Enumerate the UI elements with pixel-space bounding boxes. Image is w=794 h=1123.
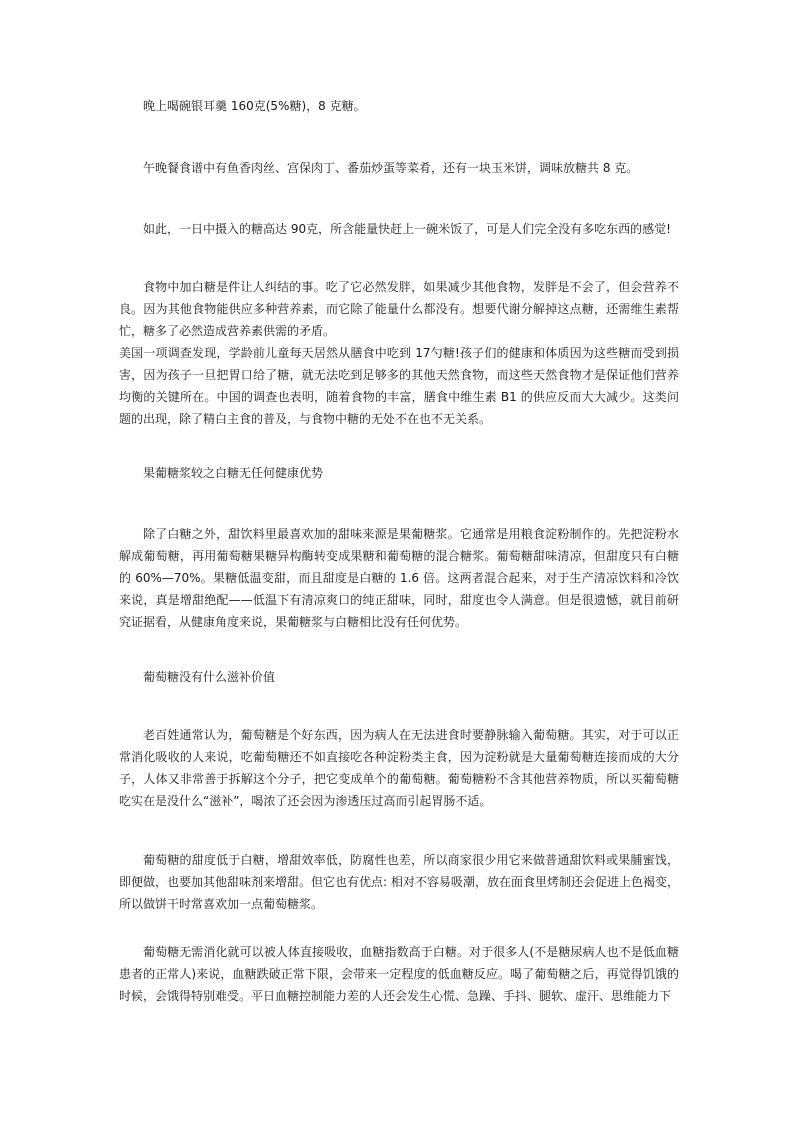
paragraph-white-sugar-dilemma: 食物中加白糖是件让人纠结的事。吃了它必然发胖，如果减少其他食物，发胖是不会了，但会营养不良。因为其他食物能供应多种营养素，而它除了能量什么都没有。想要代谢分解掉这点糖，还需维生素帮忙，糖多了必然造成营养素供需的矛盾。 <box>119 280 679 338</box>
paragraph-us-survey: 美国一项调查发现，学龄前儿童每天居然从膳食中吃到 17勺糖!孩子们的健康和体质因为这些糖而受到损害，因为孩子一旦把胃口给了糖，就无法吃到足够多的其他天然食物，而这些天然食物才是保证他们营养均衡的关键所在。中国的调查也表明，随着食物的丰富，膳食中维生素 B1 的供应反而大大减少。这类问题的出现，除了精白主食的普及，与食物中糖的无处不在也不无关系。 <box>119 346 679 426</box>
section-heading-fructose-syrup: 果葡糖浆较之白糖无任何健康优势 <box>143 466 324 480</box>
paragraph-glucose-absorption: 葡萄糖无需消化就可以被人体直接吸收，血糖指数高于白糖。对于很多人(不是糖尿病人也不是低血糖患者的正常人)来说，血糖跌破正常下限，会带来一定程度的低血糖反应。喝了葡萄糖之后，再觉得饥饿的时候，会饿得特别难受。平日血糖控制能力差的人还会发生心慌、急躁、手抖、腿软、虚汗、思维能力下 <box>119 945 679 1003</box>
paragraph-fructose-syrup: 除了白糖之外，甜饮料里最喜欢加的甜味来源是果葡糖浆。它通常是用粮食淀粉制作的。先把淀粉水解成葡萄糖，再用葡萄糖果糖异构酶转变成果糖和葡萄糖的混合糖浆。葡萄糖甜味清凉，但甜度只有白糖的 60%—70%。果糖低温变甜，而且甜度是白糖的 1.6 倍。这两者混合起来，对于生产清凉饮料和冷饮来说，真是增甜绝配——低温下有清凉爽口的纯正甜味，同时，甜度也令人满意。但是很遗憾，就目前研究证据看，从健康角度来说，果葡糖浆与白糖相比没有任何优势。 <box>119 527 679 629</box>
paragraph-glucose-sweetness: 葡萄糖的甜度低于白糖，增甜效率低，防腐性也差，所以商家很少用它来做普通甜饮料或果脯蜜饯，即便做，也要加其他甜味剂来增甜。但它也有优点: 相对不容易吸潮，放在面食里烤制还会促进上色褐变，所以做饼干时常喜欢加一点葡萄糖浆。 <box>119 853 679 911</box>
section-heading-glucose-nutrition: 葡萄糖没有什么滋补价值 <box>143 670 276 684</box>
paragraph-yiner-soup: 晚上喝碗银耳羹 160克(5%糖)，8 克糖。 <box>143 99 366 113</box>
paragraph-glucose-myth: 老百姓通常认为，葡萄糖是个好东西，因为病人在无法进食时要静脉输入葡萄糖。其实，对于可以正常消化吸收的人来说，吃葡萄糖还不如直接吃各种淀粉类主食，因为淀粉就是大量葡萄糖连接而成的大分子，人体又非常善于拆解这个分子，把它变成单个的葡萄糖。葡萄糖粉不含其他营养物质，所以买葡萄糖吃实在是没什么“滋补”，喝浓了还会因为渗透压过高而引起胃肠不适。 <box>119 728 679 808</box>
paragraph-lunch-dinner-menu: 午晚餐食谱中有鱼香肉丝、宫保肉丁、番茄炒蛋等菜肴，还有一块玉米饼，调味放糖共 8 克。 <box>143 161 639 175</box>
paragraph-daily-sugar-total: 如此，一日中摄入的糖高达 90克，所含能量快赶上一碗米饭了，可是人们完全没有多吃东西的感觉! <box>143 222 671 236</box>
